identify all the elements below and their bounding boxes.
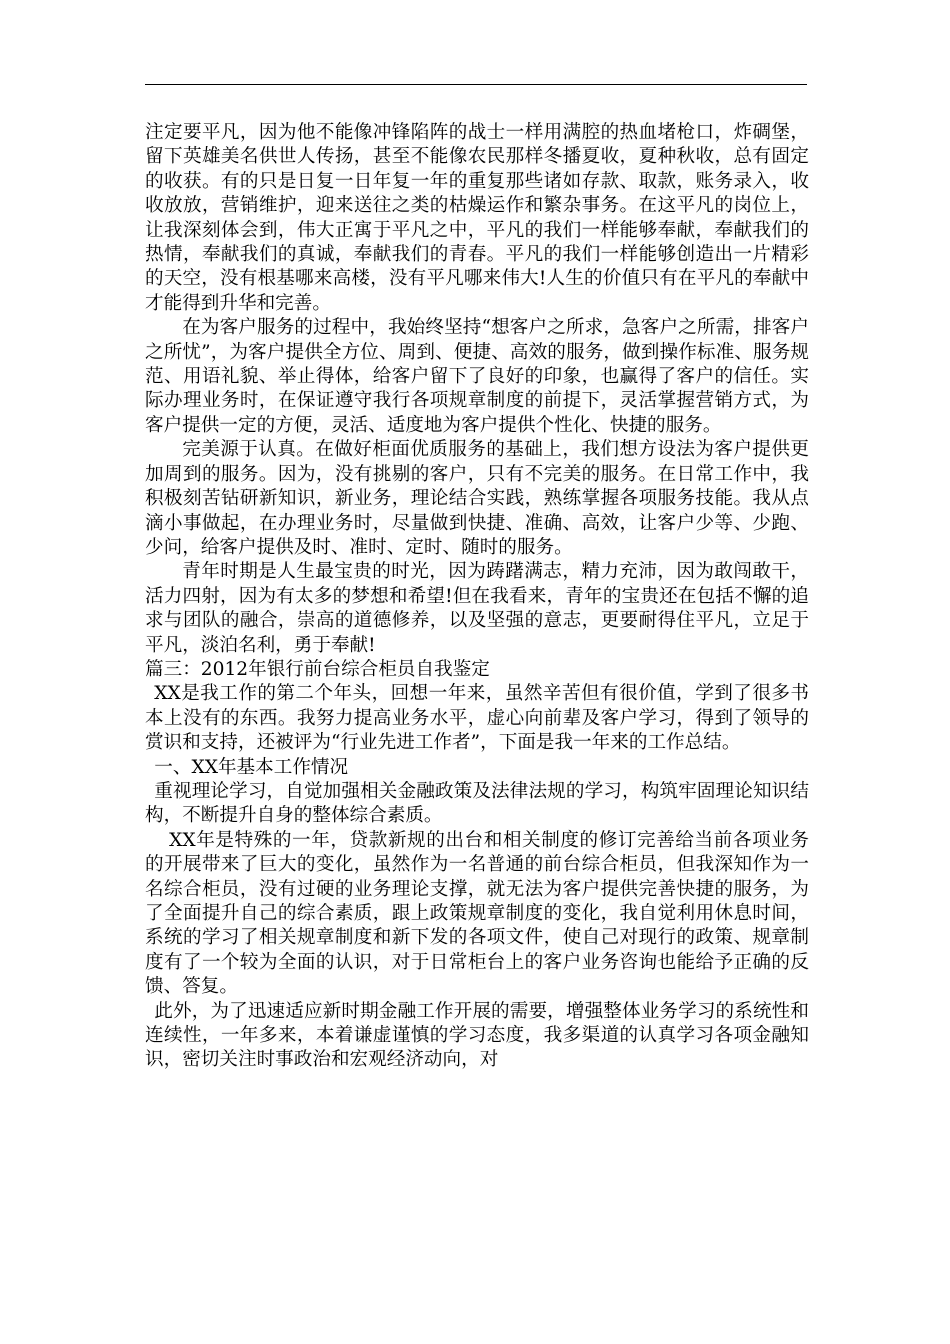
header-rule bbox=[145, 84, 807, 85]
paragraph-1: 注定要平凡，因为他不能像冲锋陷阵的战士一样用满腔的热血堵枪口，炸碉堡，留下英雄美名供世人传扬，甚至不能像农民那样冬播夏收，夏种秋收，总有固定的收获。有的只是日复一日年复一年的重复那些诸如存款、取款，账务录入，收收放放，营销维护，迎来送往之类的枯燥运作和繁杂事务。在这平凡的岗位上，让我深刻体会到，伟大正寓于平凡之中，平凡的我们一样能够奉献，奉献我们的热情，奉献我们的真诚，奉献我们的青春。平凡的我们一样能够创造出一片精彩的天空，没有根基哪来高楼，没有平凡哪来伟大!人生的价值只有在平凡的奉献中才能得到升华和完善。 bbox=[145, 122, 809, 314]
document-body bbox=[145, 121, 809, 1073]
paragraph-5: XX是我工作的第二个年头，回想一年来，虽然辛苦但有很价值，学到了很多书本上没有的东西。我努力提高业务水平，虚心向前辈及客户学习，得到了领导的赏识和支持，还被评为“行业先进工作者”，下面是我一年来的工作总结。 bbox=[145, 683, 809, 754]
section-heading: 篇三：2012年银行前台综合柜员自我鉴定 bbox=[145, 658, 490, 680]
paragraph-6: 重视理论学习，自觉加强相关金融政策及法律法规的学习，构筑牢固理论知识结构，不断提升自身的整体综合素质。 bbox=[145, 780, 809, 827]
paragraph-2: 在为客户服务的过程中，我始终坚持“想客户之所求，急客户之所需，排客户之所忧”，为客户提供全方位、周到、便捷、高效的服务，做到操作标准、服务规范、用语礼貌、举止得体，给客户留下了良好的印象，也赢得了客户的信任。实际办理业务时，在保证遵守我行各项规章制度的前提下，灵活掌握营销方式，为客户提供一定的方便，灵活、适度地为客户提供个性化、快捷的服务。 bbox=[145, 317, 809, 436]
paragraph-4: 青年时期是人生最宝贵的时光，因为踌躇满志，精力充沛，因为敢闯敢干，活力四射，因为有太多的梦想和希望!但在我看来，青年的宝贵还在包括不懈的追求与团队的融合，崇高的道德修养，以及坚强的意志，更要耐得住平凡，立足于平凡，淡泊名利，勇于奉献! bbox=[145, 561, 809, 656]
subsection-heading: 一、XX年基本工作情况 bbox=[154, 756, 349, 778]
paragraph-3: 完美源于认真。在做好柜面优质服务的基础上，我们想方设法为客户提供更加周到的服务。因为，没有挑剔的客户，只有不完美的服务。在日常工作中，我积极刻苦钻研新知识，新业务，理论结合实践，熟练掌握各项服务技能。我从点滴小事做起，在办理业务时，尽量做到快捷、准确、高效，让客户少等、少跑、少问，给客户提供及时、准时、定时、随时的服务。 bbox=[145, 439, 809, 558]
paragraph-8: 此外，为了迅速适应新时期金融工作开展的需要，增强整体业务学习的系统性和连续性，一年多来，本着谦虚谨慎的学习态度，我多渠道的认真学习各项金融知识，密切关注时事政治和宏观经济动向，对 bbox=[145, 1000, 809, 1071]
paragraph-7: XX年是特殊的一年，贷款新规的出台和相关制度的修订完善给当前各项业务的开展带来了巨大的变化，虽然作为一名普通的前台综合柜员，但我深知作为一名综合柜员，没有过硬的业务理论支撑，就无法为客户提供完善快捷的服务，为了全面提升自己的综合素质，跟上政策规章制度的变化，我自觉利用休息时间，系统的学习了相关规章制度和新下发的各项文件，使自己对现行的政策、规章制度有了一个较为全面的认识，对于日常柜台上的客户业务咨询也能给予正确的反馈、答复。 bbox=[145, 829, 809, 998]
